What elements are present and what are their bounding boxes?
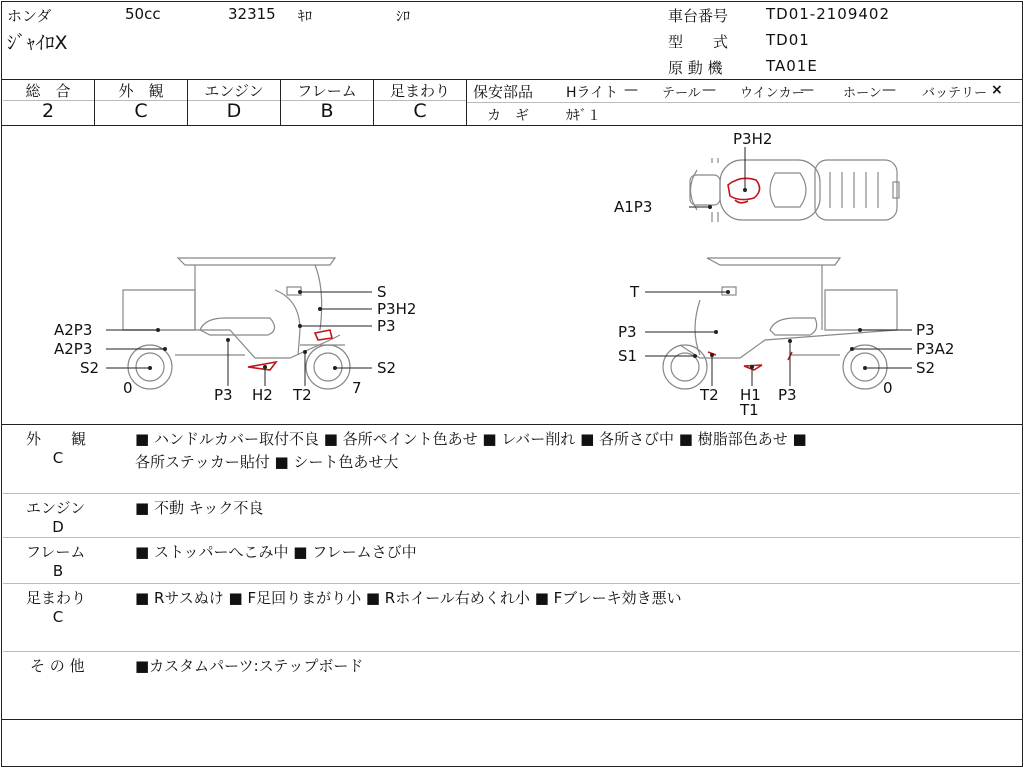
remark-text-engine: ■ 不動 キック不良 (135, 499, 264, 517)
label-left-s2-front: S2 (80, 359, 100, 377)
key-value: ｶｷﾞ１ (566, 108, 601, 124)
remark-text-other: ■カスタムパーツ:ステップボード (135, 657, 364, 675)
chassis-value: TD01-2109402 (766, 5, 891, 23)
damage-marker (248, 330, 332, 370)
label-left-a2p3-lower: A2P3 (54, 340, 93, 358)
divider (3, 493, 1020, 494)
label-right-p3-front: P3 (618, 323, 637, 341)
scooter-left-view (123, 258, 350, 389)
remark-label-engine: エンジン (26, 499, 86, 517)
engine-value: TA01E (766, 57, 818, 75)
damage-diagram (0, 126, 1022, 424)
divider (3, 651, 1020, 652)
safety-item-tail: テール (662, 86, 701, 101)
label-top-p3h2: P3H2 (733, 130, 773, 148)
divider (467, 102, 1020, 103)
engine-label: 原 動 機 (668, 59, 723, 77)
label-left-p3h2: P3H2 (377, 300, 417, 318)
chassis-label: 車台番号 (668, 7, 729, 25)
leader-lines (106, 147, 912, 386)
label-left-p3: P3 (377, 317, 396, 335)
mileage-unit: ｷﾛ (298, 9, 312, 25)
label-left-bottom-p3: P3 (214, 386, 233, 404)
divider (1, 719, 1022, 720)
score-label-suspension: 足まわり (389, 82, 450, 100)
remark-grade-frame: B (52, 562, 64, 580)
score-label-exterior: 外 観 (118, 82, 164, 100)
safety-item-battery: バッテリー (922, 86, 988, 101)
score-value-overall: 2 (41, 100, 55, 122)
safety-status-battery: × (991, 82, 1003, 98)
model-name: ｼﾞｬｲﾛX (7, 32, 68, 54)
divider (3, 583, 1020, 584)
score-value-engine: D (226, 100, 242, 122)
remark-grade-engine: D (52, 518, 64, 536)
displacement: 50cc (125, 5, 161, 23)
remark-text-suspension: ■ Rサスぬけ ■ F足回りまがり小 ■ Rホイール右めくれ小 ■ Fブレーキ効き悪い (135, 589, 682, 607)
divider (3, 537, 1020, 538)
label-right-bottom-t2: T2 (700, 386, 719, 404)
damage-marker (708, 352, 792, 370)
type-label: 型 式 (668, 33, 729, 51)
remark-grade-suspension: C (52, 608, 64, 626)
safety-status-horn: — (882, 82, 896, 98)
remark-grade-exterior: C (52, 449, 64, 467)
remark-text-frame: ■ ストッパーへこみ中 ■ フレームさび中 (135, 543, 417, 561)
label-left-zero: 0 (123, 379, 133, 397)
safety-status-headlight: — (624, 82, 638, 98)
label-left-bottom-t2: T2 (293, 386, 312, 404)
label-left-s2-rear: S2 (377, 359, 397, 377)
score-label-engine: エンジン (204, 82, 264, 100)
score-value-suspension: C (413, 100, 427, 122)
type-value: TD01 (766, 31, 810, 49)
divider (1, 424, 1022, 425)
remark-text-exterior: ■ ハンドルカバー取付不良 ■ 各所ペイント色あせ ■ レバー削れ ■ 各所さび中 ■ 樹脂部色あせ ■ (135, 430, 807, 448)
label-right-bottom-p3: P3 (778, 386, 797, 404)
safety-status-winker: — (800, 82, 814, 98)
remark-label-exterior: 外 観 (26, 430, 87, 448)
leader-dots (148, 188, 867, 370)
safety-item-winker: ウインカー (740, 86, 805, 101)
label-right-s1: S1 (618, 347, 638, 365)
maker: ホンダ (7, 7, 52, 25)
scooter-top-view (690, 158, 899, 222)
key-label: カ ギ (487, 108, 529, 124)
label-left-a2p3-upper: A2P3 (54, 321, 93, 339)
safety-item-headlight: Hライト (566, 85, 619, 101)
remark-label-other: そ の 他 (30, 657, 85, 675)
score-value-frame: B (320, 100, 334, 122)
label-right-zero: 0 (883, 379, 893, 397)
score-label-overall: 総 合 (25, 82, 71, 100)
label-right-p3-rear: P3 (916, 321, 935, 339)
label-right-p3a2: P3A2 (916, 340, 955, 358)
score-value-exterior: C (134, 100, 148, 122)
remark-text-exterior-2: 各所ステッカー貼付 ■ シート色あせ大 (135, 453, 399, 471)
label-left-s: S (377, 283, 387, 301)
safety-item-horn: ホーン (843, 86, 882, 101)
mileage: 32315 (228, 5, 276, 23)
safety-title: 保安部品 (473, 83, 534, 101)
label-right-bottom-h1: H1 (740, 386, 761, 404)
remark-label-frame: フレーム (26, 543, 86, 561)
label-right-s2: S2 (916, 359, 936, 377)
label-left-seven: 7 (352, 379, 362, 397)
label-right-t: T (630, 283, 640, 301)
divider (466, 79, 467, 125)
score-label-frame: フレーム (297, 82, 357, 100)
remark-label-suspension: 足まわり (26, 589, 87, 607)
scooter-right-view (663, 258, 897, 389)
label-left-bottom-h2: H2 (252, 386, 273, 404)
diagram-labels (54, 130, 954, 419)
safety-status-tail: — (702, 82, 716, 98)
label-right-bottom-t1: T1 (740, 401, 759, 419)
color: ｼﾛ (396, 9, 410, 25)
label-top-a1p3: A1P3 (614, 198, 653, 216)
